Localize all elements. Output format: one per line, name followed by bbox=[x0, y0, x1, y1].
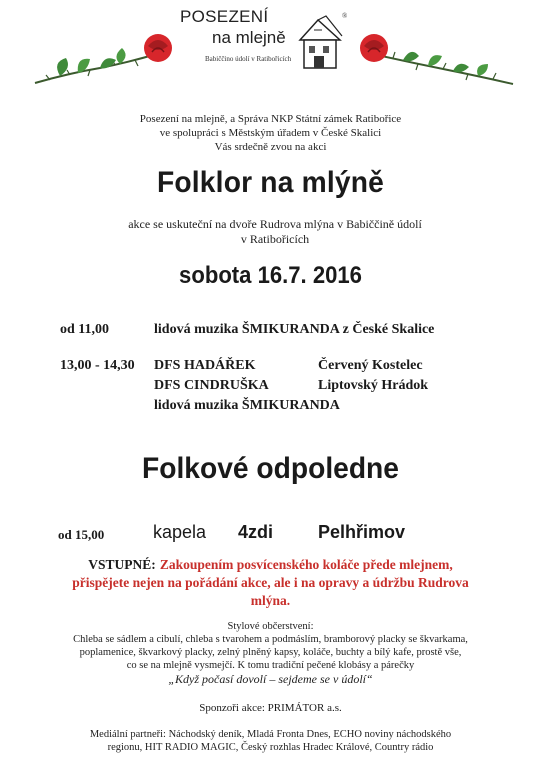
entry-line-2: přispějete nejen na pořádání akce, ale i na opravy a údržbu Rudrova bbox=[72, 575, 469, 590]
entry-line-1: Zakoupením posvícenského koláče přede mlejnem, bbox=[159, 557, 453, 572]
logo-registered-mark: ® bbox=[342, 12, 348, 20]
event-date: sobota 16.7. 2016 bbox=[179, 262, 362, 289]
program-performer-4: lidová muzika ŠMIKURANDA bbox=[154, 398, 340, 413]
refreshments-line-3: co se na mlejně vysmejčí. K tomu tradiční pečené klobásy a párečky bbox=[126, 660, 415, 671]
event-title: Folklor na mlýně bbox=[156, 166, 385, 199]
rose-left-decoration bbox=[30, 18, 180, 98]
mill-house-icon bbox=[296, 14, 344, 72]
program-time-1: od 11,00 bbox=[60, 322, 110, 337]
afternoon-band-town: Pelhřimov bbox=[318, 522, 406, 542]
afternoon-band-word: kapela bbox=[153, 522, 207, 542]
media-line-2: regionu, HIT RADIO MAGIC, Český rozhlas Hradec Králové, Country rádio bbox=[107, 742, 434, 753]
refreshments-motto: „Když počasí dovolí – sejdeme se v údolí“ bbox=[168, 672, 373, 686]
sponsors-text: Sponzoři akce: PRIMÁTOR a.s. bbox=[199, 702, 342, 714]
event-subtitle-line-1: akce se uskuteční na dvoře Rudrova mlýna v Babiččině údolí bbox=[128, 217, 422, 231]
entry-label: VSTUPNÉ: bbox=[88, 557, 156, 572]
entry-block bbox=[0, 556, 541, 610]
refreshments-line-1: Chleba se sádlem a cibulí, chleba s tvarohem a podmáslím, bramborový placky se škvarkama, bbox=[73, 634, 468, 645]
logo-name-top: POSEZENÍ bbox=[180, 7, 269, 26]
afternoon-title: Folkové odpoledne bbox=[142, 452, 399, 485]
program-performer-3: DFS CINDRUŠKA bbox=[154, 378, 269, 393]
intro-line-3: Vás srdečně zvou na akci bbox=[214, 141, 327, 153]
intro-line-1: Posezení na mlejně, a Správa NKP Státní zámek Ratibořice bbox=[139, 113, 402, 125]
program-place-3: Liptovský Hrádok bbox=[318, 378, 429, 393]
logo-name-bottom: na mlejně bbox=[212, 28, 286, 47]
intro-text bbox=[0, 112, 541, 154]
logo-tagline: Babiččino údolí v Ratibořicích bbox=[205, 55, 292, 63]
program-place-2: Červený Kostelec bbox=[318, 358, 423, 373]
media-block bbox=[0, 728, 541, 754]
afternoon-band-name: 4zdi bbox=[238, 522, 274, 542]
program-performer-2: DFS HADÁŘEK bbox=[154, 358, 256, 373]
program-time-2: 13,00 - 14,30 bbox=[60, 358, 135, 373]
rose-right-decoration bbox=[348, 18, 518, 98]
event-subtitle-line-2: v Ratibořicích bbox=[240, 232, 310, 246]
refreshments-heading: Stylové občerstvení: bbox=[227, 621, 314, 632]
refreshments-block bbox=[0, 620, 541, 687]
intro-line-2: ve spolupráci s Městským úřadem v České Skalici bbox=[159, 127, 382, 139]
entry-line-3: mlýna. bbox=[250, 593, 291, 608]
media-line-1: Mediální partneři: Náchodský deník, Mladá Fronta Dnes, ECHO noviny náchodského bbox=[89, 729, 452, 740]
program-performer-1: lidová muzika ŠMIKURANDA z České Skalice bbox=[154, 322, 435, 337]
afternoon-time: od 15,00 bbox=[58, 527, 105, 542]
event-subtitle bbox=[120, 217, 430, 247]
refreshments-line-2: poplamenice, škvarkový placky, zelný plněný kapsy, koláče, buchty a bílý kafe, prostě vše, bbox=[79, 647, 462, 658]
